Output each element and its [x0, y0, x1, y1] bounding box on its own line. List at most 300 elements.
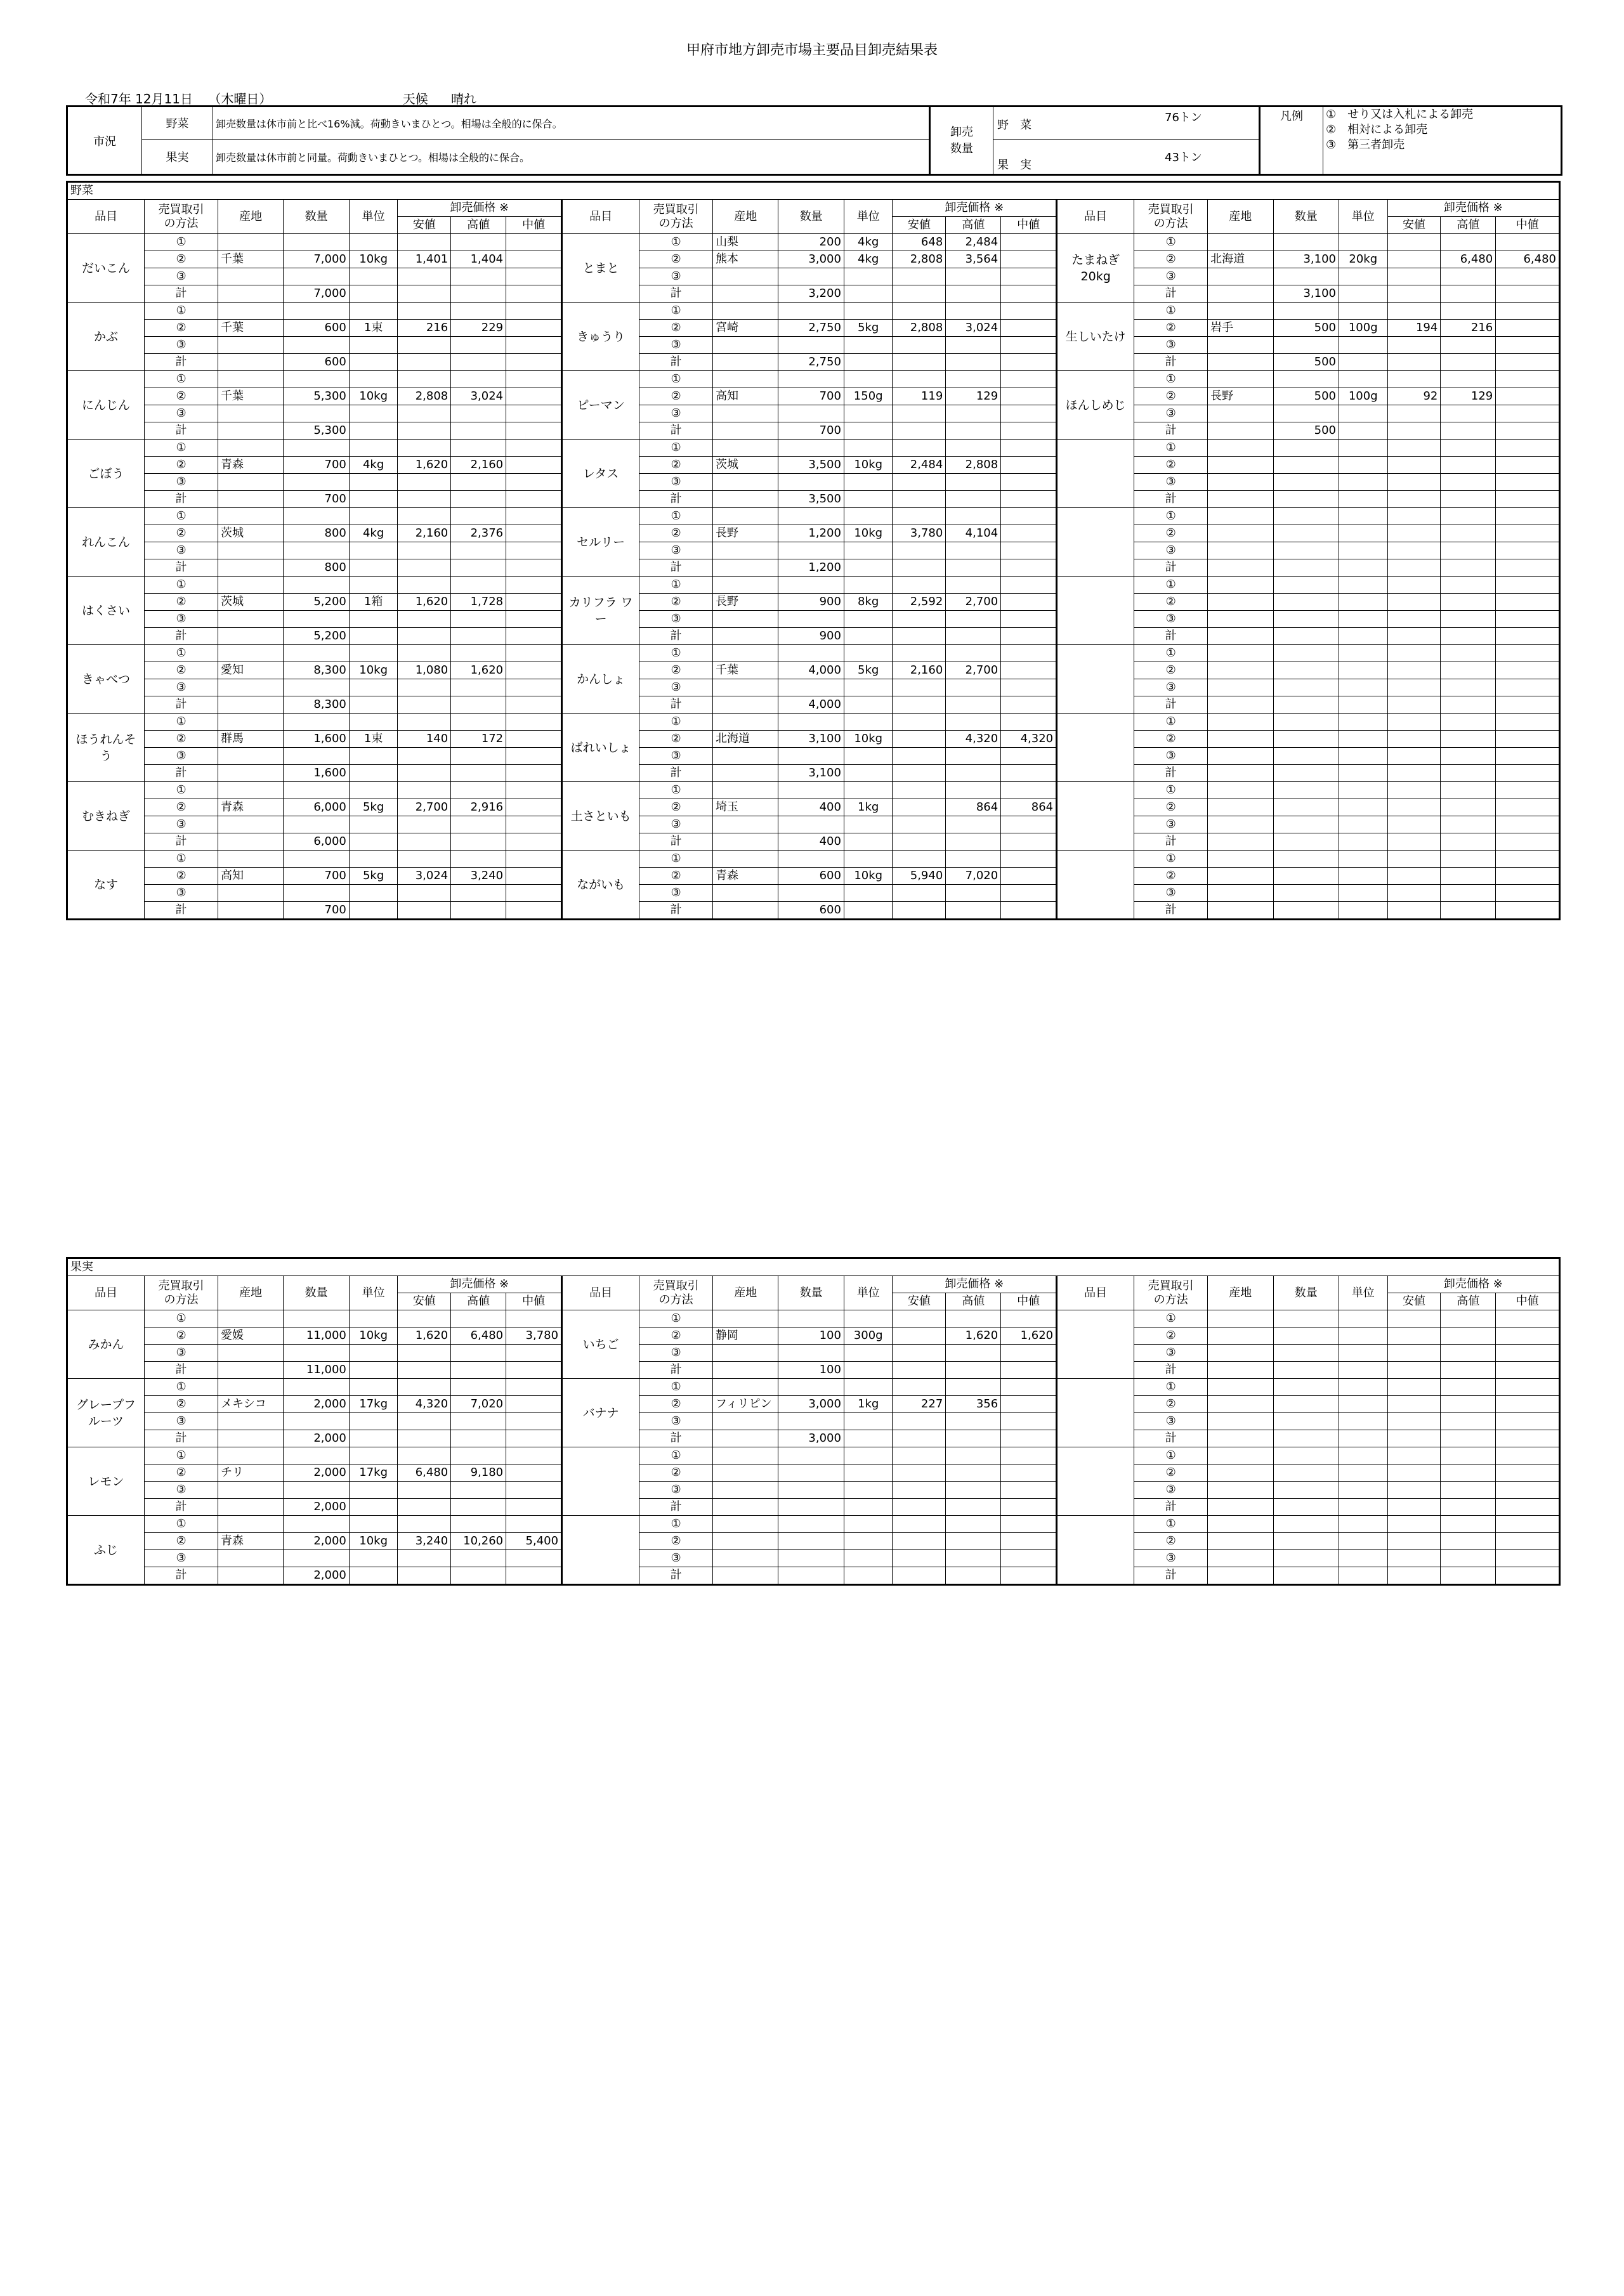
mid-price-cell	[1001, 1413, 1057, 1430]
low-price-cell	[398, 765, 451, 782]
mid-price-cell	[506, 885, 562, 902]
mid-price-cell	[1496, 388, 1560, 405]
mid-price-cell	[1496, 320, 1560, 337]
high-price-cell	[946, 696, 1001, 714]
origin-cell	[713, 474, 778, 491]
low-price-cell	[893, 1310, 946, 1327]
unit-cell: 1kg	[844, 1396, 893, 1413]
mid-price-cell	[1496, 1430, 1560, 1447]
header-method-2: の方法	[658, 1293, 693, 1307]
high-price-cell	[1441, 577, 1496, 594]
origin-cell	[1208, 422, 1273, 440]
method-mark: ③	[145, 1345, 218, 1362]
low-price-cell	[398, 474, 451, 491]
origin-cell	[1208, 645, 1273, 662]
header-price: 卸売価格 ※	[1387, 200, 1559, 217]
low-price-cell: 2,160	[398, 525, 451, 542]
origin-cell	[1208, 474, 1273, 491]
high-price-cell	[451, 1379, 506, 1396]
mid-price-cell: 6,480	[1496, 251, 1560, 268]
qty-cell: 6,000	[284, 833, 349, 851]
high-price-cell	[1441, 885, 1496, 902]
high-price-cell	[1441, 799, 1496, 816]
unit-cell	[349, 628, 398, 645]
qty-cell: 4,000	[778, 696, 844, 714]
mid-price-cell	[506, 748, 562, 765]
header-unit: 単位	[844, 1276, 893, 1310]
method-mark: ①	[145, 782, 218, 799]
unit-cell	[1339, 679, 1387, 696]
mid-price-cell	[1001, 1345, 1057, 1362]
method-mark: ①	[639, 782, 713, 799]
unit-cell: 10kg	[349, 662, 398, 679]
veg-qty-cell	[993, 107, 1260, 140]
mid-price-cell	[506, 268, 562, 285]
unit-cell	[844, 1464, 893, 1482]
qty-cell	[1273, 1464, 1339, 1482]
unit-cell	[844, 628, 893, 645]
mid-price-cell	[1496, 577, 1560, 594]
low-price-cell: 2,160	[893, 662, 946, 679]
qty-cell	[778, 1499, 844, 1516]
qty-cell	[284, 714, 349, 731]
origin-cell	[713, 1499, 778, 1516]
origin-cell	[1208, 303, 1273, 320]
high-price-cell	[1441, 782, 1496, 799]
high-price-cell	[946, 354, 1001, 371]
legend-item-3: ③ 第三者卸売	[1326, 138, 1405, 152]
low-price-cell	[893, 508, 946, 525]
qty-cell: 1,200	[778, 559, 844, 577]
mid-price-cell	[1496, 799, 1560, 816]
mid-price-cell	[1001, 234, 1057, 251]
origin-cell	[713, 1464, 778, 1482]
high-price-cell	[946, 285, 1001, 303]
low-price-cell	[893, 851, 946, 868]
qty-cell	[1273, 491, 1339, 508]
origin-cell	[1208, 731, 1273, 748]
origin-cell	[1208, 833, 1273, 851]
high-price-cell: 6,480	[1441, 251, 1496, 268]
high-price-cell	[1441, 337, 1496, 354]
mid-price-cell	[506, 371, 562, 388]
low-price-cell	[893, 731, 946, 748]
origin-cell: 熊本	[713, 251, 778, 268]
origin-cell	[713, 1430, 778, 1447]
low-price-cell	[398, 354, 451, 371]
origin-cell: 千葉	[218, 388, 283, 405]
origin-cell	[1208, 285, 1273, 303]
mid-price-cell	[1496, 1464, 1560, 1482]
qty-label-1: 卸売	[950, 125, 973, 139]
origin-cell	[713, 611, 778, 628]
mid-price-cell	[1496, 1379, 1560, 1396]
method-mark: 計	[1134, 491, 1208, 508]
origin-cell	[218, 1379, 283, 1396]
low-price-cell	[1387, 440, 1441, 457]
qty-cell	[778, 1482, 844, 1499]
method-mark: ②	[145, 457, 218, 474]
origin-cell: 岩手	[1208, 320, 1273, 337]
item-name: とまと	[562, 234, 639, 303]
unit-cell	[1339, 902, 1387, 920]
qty-cell	[284, 1482, 349, 1499]
item-name: みかん	[67, 1310, 145, 1379]
origin-cell	[1208, 559, 1273, 577]
item-name: かぶ	[67, 303, 145, 371]
high-price-cell	[946, 1310, 1001, 1327]
unit-cell	[349, 714, 398, 731]
header-high: 高値	[451, 1293, 506, 1310]
method-mark: ①	[1134, 303, 1208, 320]
origin-cell	[713, 268, 778, 285]
origin-cell	[713, 577, 778, 594]
qty-cell	[1273, 662, 1339, 679]
origin-cell: 高知	[218, 868, 283, 885]
mid-price-cell	[1496, 833, 1560, 851]
header-low: 安値	[893, 1293, 946, 1310]
mid-price-cell	[506, 679, 562, 696]
low-price-cell	[893, 782, 946, 799]
method-mark: 計	[639, 833, 713, 851]
mid-price-cell	[1001, 422, 1057, 440]
low-price-cell	[893, 405, 946, 422]
high-price-cell	[451, 542, 506, 559]
low-price-cell	[1387, 1533, 1441, 1550]
mid-price-cell	[506, 303, 562, 320]
method-mark: ①	[639, 303, 713, 320]
high-price-cell	[1441, 714, 1496, 731]
high-price-cell	[1441, 285, 1496, 303]
low-price-cell	[1387, 234, 1441, 251]
method-mark: ②	[145, 731, 218, 748]
origin-cell	[1208, 1345, 1273, 1362]
item-name: はくさい	[67, 577, 145, 645]
high-price-cell	[946, 1499, 1001, 1516]
qty-cell	[284, 1550, 349, 1567]
origin-cell	[713, 1516, 778, 1533]
low-price-cell	[1387, 799, 1441, 816]
high-price-cell	[1441, 1327, 1496, 1345]
unit-cell	[844, 371, 893, 388]
unit-cell: 4kg	[349, 457, 398, 474]
mid-price-cell	[1496, 748, 1560, 765]
unit-cell	[1339, 303, 1387, 320]
unit-cell	[1339, 1345, 1387, 1362]
qty-cell: 3,000	[778, 251, 844, 268]
page-title: 甲府市地方卸売市場主要品目卸売結果表	[686, 42, 938, 58]
unit-cell	[844, 577, 893, 594]
method-mark: ①	[145, 303, 218, 320]
unit-cell	[844, 696, 893, 714]
low-price-cell	[1387, 525, 1441, 542]
origin-cell	[218, 714, 283, 731]
origin-cell	[713, 337, 778, 354]
method-mark: 計	[145, 833, 218, 851]
unit-cell	[349, 1413, 398, 1430]
origin-cell	[1208, 902, 1273, 920]
mid-price-cell	[1001, 354, 1057, 371]
unit-cell	[844, 303, 893, 320]
header-origin: 産地	[218, 1276, 283, 1310]
method-mark: ①	[639, 851, 713, 868]
high-price-cell	[451, 337, 506, 354]
mid-price-cell	[506, 1447, 562, 1464]
low-price-cell	[398, 422, 451, 440]
unit-cell	[349, 765, 398, 782]
high-price-cell	[1441, 1550, 1496, 1567]
high-price-cell	[1441, 371, 1496, 388]
unit-cell: 20kg	[1339, 251, 1387, 268]
low-price-cell: 194	[1387, 320, 1441, 337]
low-price-cell	[398, 508, 451, 525]
origin-cell	[713, 422, 778, 440]
qty-cell	[778, 303, 844, 320]
item-name: セルリー	[562, 508, 639, 577]
high-price-cell	[451, 405, 506, 422]
qty-cell	[778, 1379, 844, 1396]
header-origin: 産地	[218, 200, 283, 234]
method-mark: ③	[1134, 268, 1208, 285]
origin-cell	[1208, 1516, 1273, 1533]
low-price-cell	[893, 1533, 946, 1550]
high-price-cell	[1441, 1567, 1496, 1585]
qty-cell: 8,300	[284, 696, 349, 714]
header-low: 安値	[398, 1293, 451, 1310]
mid-price-cell	[1496, 508, 1560, 525]
unit-cell: 5kg	[349, 868, 398, 885]
unit-cell	[349, 885, 398, 902]
header-method-2: の方法	[1153, 216, 1188, 230]
origin-cell: 宮崎	[713, 320, 778, 337]
qty-cell	[284, 1379, 349, 1396]
origin-cell	[1208, 851, 1273, 868]
origin-cell	[713, 782, 778, 799]
mid-price-cell	[1496, 1516, 1560, 1533]
high-price-cell	[1441, 508, 1496, 525]
low-price-cell	[893, 1430, 946, 1447]
veg-qty-value: 76トン	[1165, 111, 1202, 124]
unit-cell	[844, 885, 893, 902]
qty-cell	[778, 1447, 844, 1464]
high-price-cell	[1441, 1430, 1496, 1447]
unit-cell: 10kg	[844, 525, 893, 542]
mid-price-cell	[506, 525, 562, 542]
method-mark: ①	[639, 577, 713, 594]
qty-cell	[1273, 1396, 1339, 1413]
item-name: なす	[67, 851, 145, 920]
method-mark: ③	[145, 542, 218, 559]
method-mark: ①	[639, 645, 713, 662]
high-price-cell	[946, 1379, 1001, 1396]
mid-price-cell	[1001, 885, 1057, 902]
unit-cell	[349, 902, 398, 920]
high-price-cell	[946, 816, 1001, 833]
method-mark: ①	[639, 714, 713, 731]
unit-cell	[1339, 714, 1387, 731]
high-price-cell	[1441, 1345, 1496, 1362]
method-mark: 計	[145, 1499, 218, 1516]
qty-cell	[284, 440, 349, 457]
method-mark: ③	[639, 1413, 713, 1430]
unit-cell	[349, 491, 398, 508]
unit-cell	[349, 748, 398, 765]
unit-cell	[844, 1430, 893, 1447]
qty-cell	[1273, 1567, 1339, 1585]
fruit-table	[66, 1257, 1561, 1586]
mid-price-cell	[506, 1430, 562, 1447]
item-name: ふじ	[67, 1516, 145, 1585]
unit-cell: 1束	[349, 731, 398, 748]
unit-cell: 17kg	[349, 1396, 398, 1413]
method-mark: ②	[1134, 320, 1208, 337]
mid-price-cell	[506, 799, 562, 816]
method-mark: ③	[145, 885, 218, 902]
qty-cell: 8,300	[284, 662, 349, 679]
mid-price-cell	[1001, 559, 1057, 577]
mid-price-cell	[1496, 868, 1560, 885]
low-price-cell	[1387, 1499, 1441, 1516]
method-mark: ③	[1134, 611, 1208, 628]
unit-cell	[1339, 1413, 1387, 1430]
method-mark: ②	[1134, 525, 1208, 542]
method-mark: ③	[639, 816, 713, 833]
low-price-cell	[893, 371, 946, 388]
high-price-cell	[451, 234, 506, 251]
mid-price-cell	[506, 457, 562, 474]
high-price-cell	[1441, 645, 1496, 662]
qty-cell	[284, 645, 349, 662]
high-price-cell	[946, 1482, 1001, 1499]
origin-cell	[218, 679, 283, 696]
item-name	[1057, 440, 1134, 508]
high-price-cell	[451, 559, 506, 577]
high-price-cell	[946, 1533, 1001, 1550]
origin-cell	[713, 354, 778, 371]
mid-price-cell: 5,400	[506, 1533, 562, 1550]
unit-cell	[844, 748, 893, 765]
method-mark: ③	[1134, 337, 1208, 354]
high-price-cell	[946, 422, 1001, 440]
origin-cell	[713, 1533, 778, 1550]
low-price-cell	[398, 371, 451, 388]
header-mid: 中値	[506, 1293, 562, 1310]
qty-cell	[778, 371, 844, 388]
low-price-cell	[893, 833, 946, 851]
origin-cell	[1208, 679, 1273, 696]
mid-price-cell	[1001, 268, 1057, 285]
low-price-cell	[1387, 405, 1441, 422]
market-fruit-text: 卸売数量は休市前と同量。荷動きいまひとつ。相場は全般的に保合。	[213, 140, 930, 175]
origin-cell: 北海道	[713, 731, 778, 748]
origin-cell	[713, 714, 778, 731]
origin-cell	[1208, 782, 1273, 799]
unit-cell	[349, 1567, 398, 1585]
unit-cell	[844, 1499, 893, 1516]
low-price-cell	[893, 748, 946, 765]
unit-cell	[844, 1550, 893, 1567]
mid-price-cell	[1496, 1567, 1560, 1585]
low-price-cell	[1387, 1379, 1441, 1396]
unit-cell	[1339, 611, 1387, 628]
method-mark: ①	[145, 371, 218, 388]
low-price-cell	[398, 542, 451, 559]
qty-cell	[1273, 405, 1339, 422]
unit-cell	[349, 542, 398, 559]
origin-cell	[218, 696, 283, 714]
low-price-cell	[398, 833, 451, 851]
method-mark: ②	[639, 594, 713, 611]
header-item: 品目	[67, 200, 145, 234]
qty-cell	[778, 1310, 844, 1327]
origin-cell	[1208, 457, 1273, 474]
high-price-cell	[946, 833, 1001, 851]
unit-cell	[1339, 1464, 1387, 1482]
unit-cell	[349, 611, 398, 628]
high-price-cell	[946, 491, 1001, 508]
header-item: 品目	[67, 1276, 145, 1310]
low-price-cell	[398, 268, 451, 285]
method-mark: 計	[1134, 354, 1208, 371]
unit-cell	[844, 1482, 893, 1499]
qty-cell	[1273, 234, 1339, 251]
mid-price-cell	[1001, 320, 1057, 337]
method-mark: ③	[639, 337, 713, 354]
origin-cell	[218, 1413, 283, 1430]
method-mark: ③	[639, 542, 713, 559]
qty-cell	[284, 474, 349, 491]
low-price-cell	[893, 303, 946, 320]
qty-cell	[778, 268, 844, 285]
method-mark: ①	[145, 851, 218, 868]
method-mark: ①	[145, 508, 218, 525]
high-price-cell	[451, 833, 506, 851]
unit-cell	[1339, 1567, 1387, 1585]
method-mark: 計	[639, 559, 713, 577]
mid-price-cell	[1496, 525, 1560, 542]
low-price-cell	[1387, 354, 1441, 371]
header-method-1: 売買取引	[653, 202, 699, 216]
low-price-cell	[893, 816, 946, 833]
method-mark: ③	[145, 405, 218, 422]
low-price-cell	[1387, 1396, 1441, 1413]
origin-cell	[1208, 371, 1273, 388]
origin-cell	[1208, 868, 1273, 885]
method-mark: ③	[1134, 748, 1208, 765]
high-price-cell	[946, 1362, 1001, 1379]
method-mark: ③	[145, 611, 218, 628]
method-mark: 計	[145, 628, 218, 645]
header-qty: 数量	[778, 200, 844, 234]
mid-price-cell	[1496, 816, 1560, 833]
origin-cell: 千葉	[713, 662, 778, 679]
low-price-cell	[893, 714, 946, 731]
origin-cell: 青森	[218, 799, 283, 816]
unit-cell	[844, 765, 893, 782]
unit-cell	[1339, 868, 1387, 885]
origin-cell	[218, 885, 283, 902]
high-price-cell	[451, 1345, 506, 1362]
method-mark: ①	[1134, 1516, 1208, 1533]
high-price-cell	[946, 337, 1001, 354]
origin-cell	[1208, 1550, 1273, 1567]
high-price-cell: 7,020	[946, 868, 1001, 885]
header-method-1: 売買取引	[1148, 202, 1194, 216]
unit-cell	[1339, 594, 1387, 611]
mid-price-cell	[506, 662, 562, 679]
qty-cell	[284, 1413, 349, 1430]
method-mark: ②	[145, 1464, 218, 1482]
